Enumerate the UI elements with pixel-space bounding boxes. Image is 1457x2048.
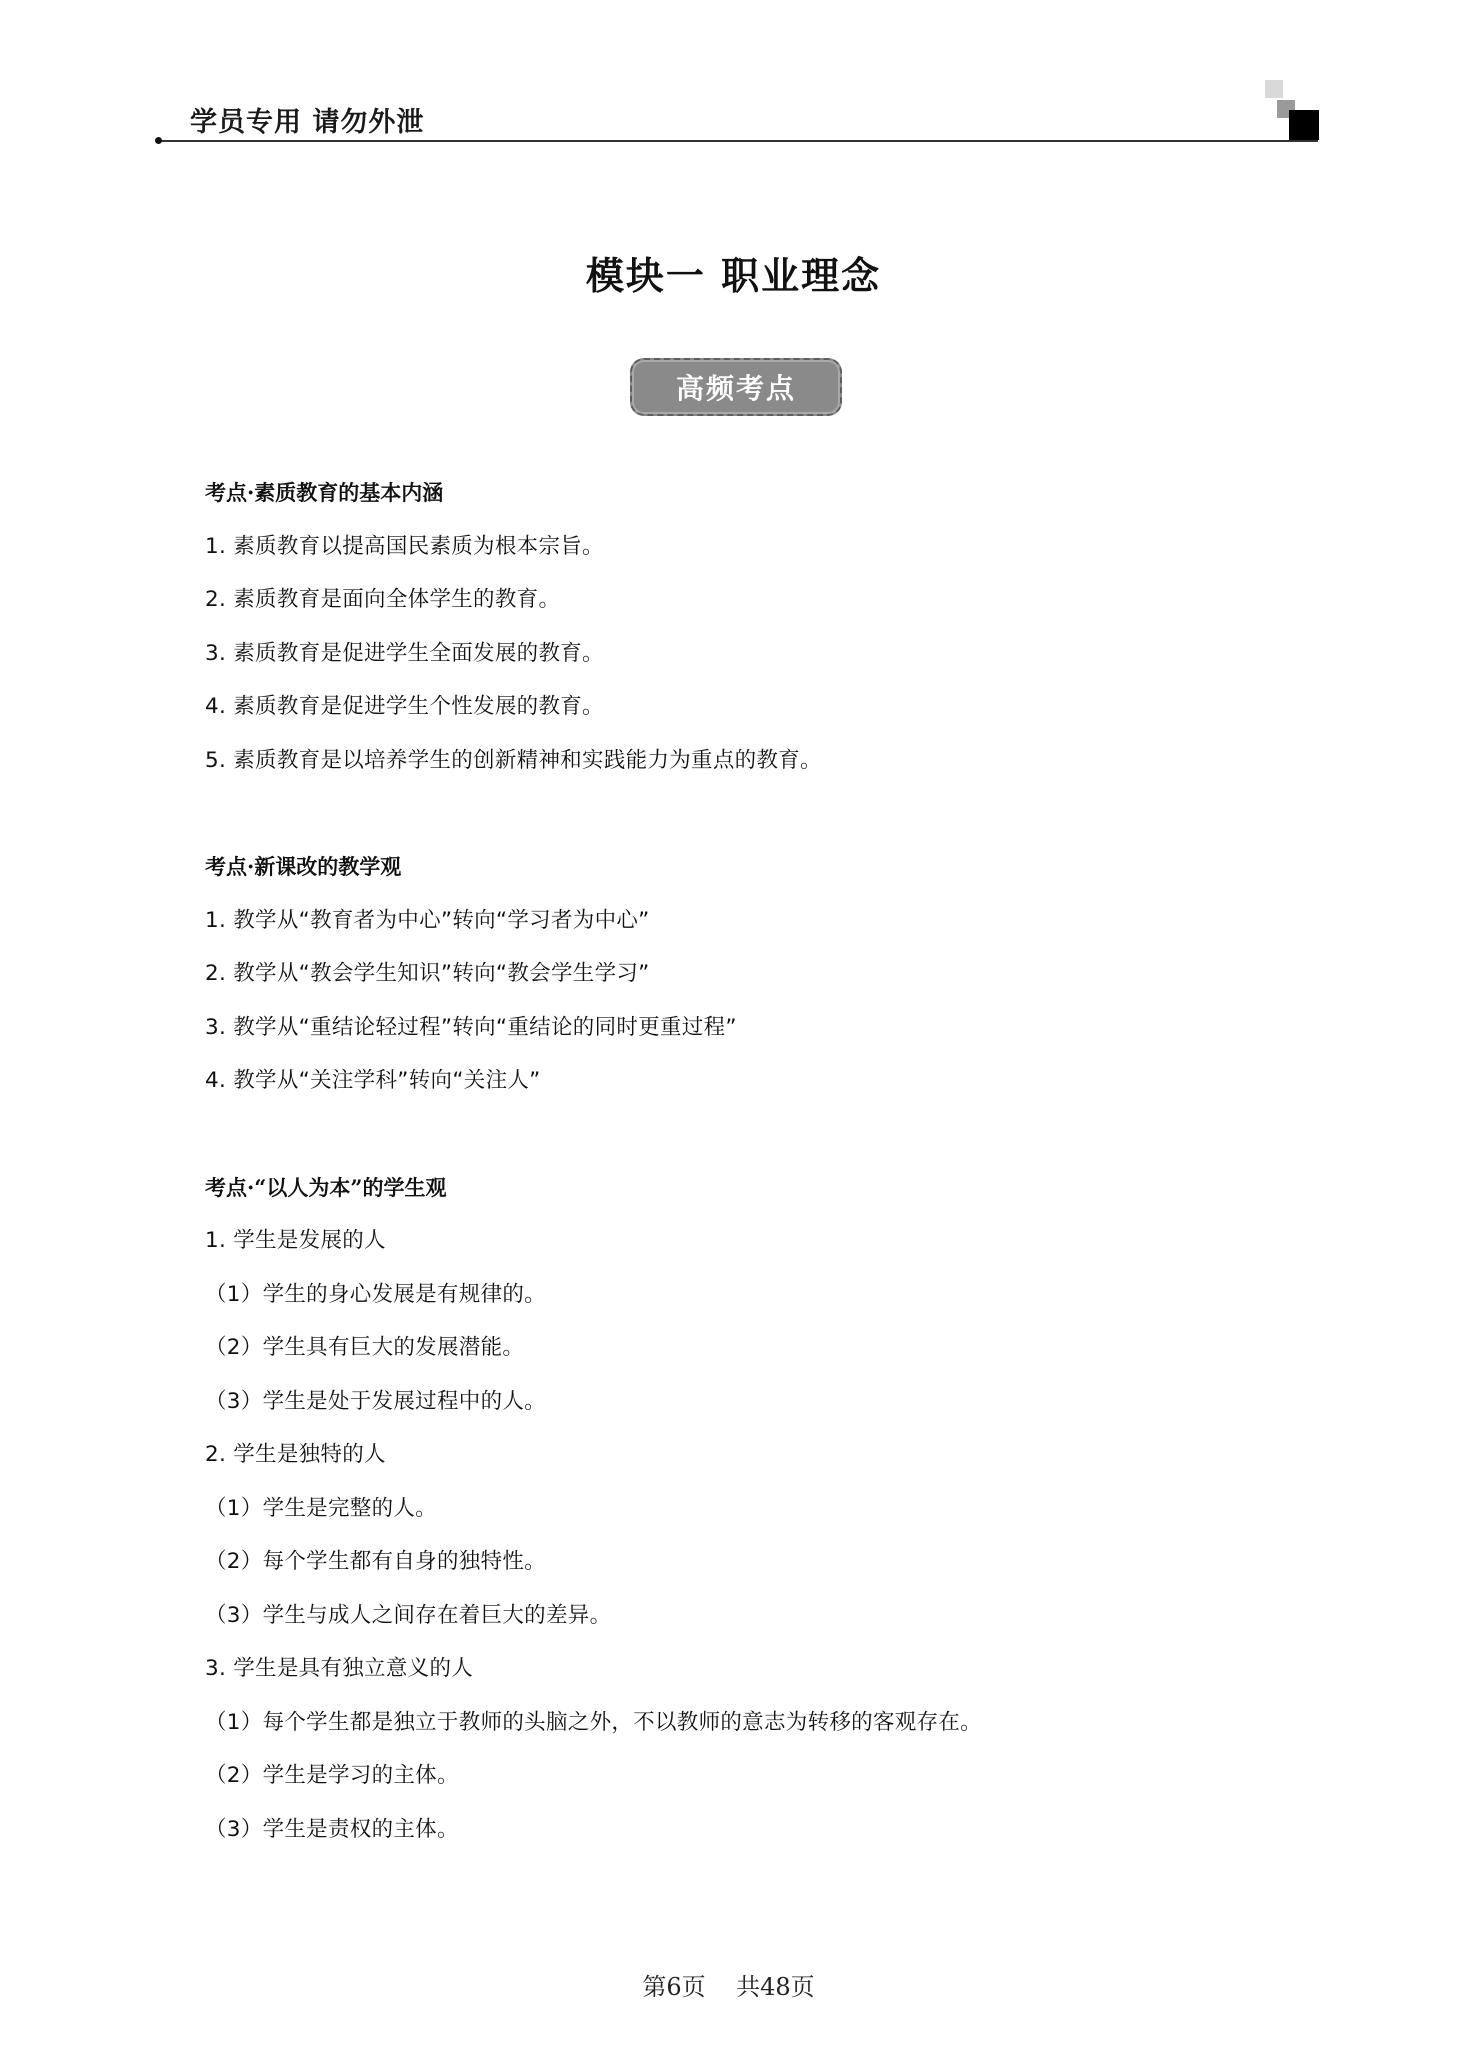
module-title: 模块一 职业理念 xyxy=(585,254,882,298)
list-item: （2）每个学生都有自身的独特性。 xyxy=(205,1549,546,1574)
list-item: （3）学生与成人之间存在着巨大的差异。 xyxy=(205,1602,612,1628)
list-item: 3. 教学从“重结论轻过程”转向“重结论的同时更重过程” xyxy=(205,1014,737,1040)
list-item: （1）学生的身心发展是有规律的。 xyxy=(205,1281,546,1307)
section-teaching-view xyxy=(205,852,1325,1120)
header-title: 学员专用 请勿外泄 xyxy=(190,107,425,138)
content-body xyxy=(205,478,1325,1868)
list-item: 2. 教学从“教会学生知识”转向“教会学生学习” xyxy=(205,961,650,986)
header-square-decoration-icon xyxy=(1265,80,1321,142)
page-number: 第6页 共48页 xyxy=(642,1973,815,2001)
list-item: 2. 素质教育是面向全体学生的教育。 xyxy=(205,587,561,612)
list-item: 1. 素质教育以提高国民素质为根本宗旨。 xyxy=(205,533,604,559)
section-heading: 考点·素质教育的基本内涵 xyxy=(205,480,444,505)
list-item: 1. 学生是发展的人 xyxy=(205,1228,386,1253)
section-quality-education xyxy=(205,478,1325,799)
high-frequency-badge: 高频考点 xyxy=(630,358,842,416)
section-gap xyxy=(205,799,1325,852)
list-item: 3. 素质教育是促进学生全面发展的教育。 xyxy=(205,640,604,666)
list-item: （1）每个学生都是独立于教师的头脑之外，不以教师的意志为转移的客观存在。 xyxy=(205,1709,982,1735)
list-item: 2. 学生是独特的人 xyxy=(205,1442,386,1467)
list-item: （3）学生是处于发展过程中的人。 xyxy=(205,1388,546,1414)
list-item: 4. 教学从“关注学科”转向“关注人” xyxy=(205,1068,541,1093)
header-rule-dot xyxy=(155,137,162,144)
section-gap xyxy=(205,1120,1325,1173)
section-heading: 考点·新课改的教学观 xyxy=(205,854,402,879)
list-item: （1）学生是完整的人。 xyxy=(205,1495,437,1521)
list-item: 4. 素质教育是促进学生个性发展的教育。 xyxy=(205,694,604,719)
header-rule xyxy=(158,140,1318,142)
list-item: 1. 教学从“教育者为中心”转向“学习者为中心” xyxy=(205,907,650,933)
section-heading: 考点·“以人为本”的学生观 xyxy=(205,1174,447,1200)
list-item: （2）学生具有巨大的发展潜能。 xyxy=(205,1335,525,1360)
list-item: 5. 素质教育是以培养学生的创新精神和实践能力为重点的教育。 xyxy=(205,747,822,773)
list-item: （2）学生是学习的主体。 xyxy=(205,1763,459,1788)
list-item: （3）学生是责权的主体。 xyxy=(205,1816,459,1842)
section-student-view xyxy=(205,1173,1325,1869)
list-item: 3. 学生是具有独立意义的人 xyxy=(205,1656,474,1681)
